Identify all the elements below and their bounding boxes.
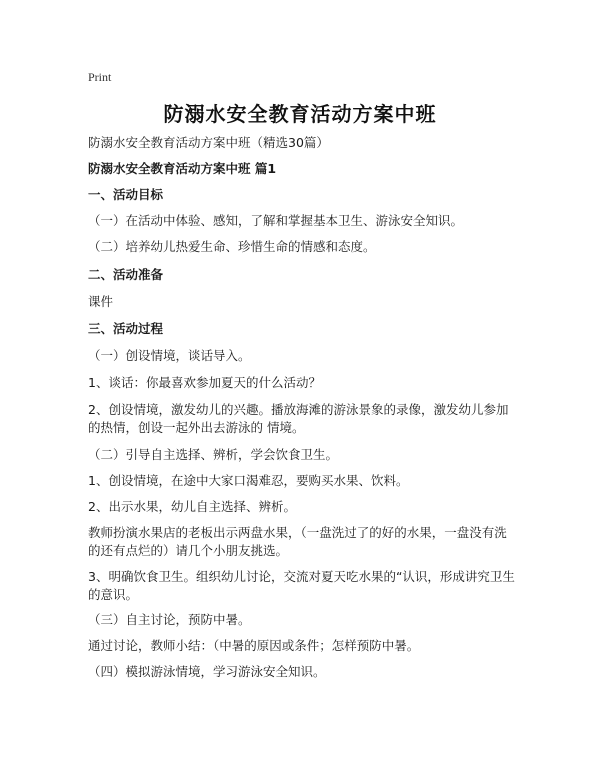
process-step-2: （二）引导自主选择、辨析，学会饮食卫生。 bbox=[88, 447, 339, 462]
print-label[interactable]: Print bbox=[88, 70, 112, 84]
process-step-1: （一）创设情境，谈话导入。 bbox=[88, 348, 251, 363]
process-step-3: （三）自主讨论，预防中暑。 bbox=[88, 612, 251, 627]
process-step-4: （四）模拟游泳情境，学习游泳安全知识。 bbox=[88, 664, 326, 679]
process-step-2-item-1: 1、创设情境，在途中大家口渴难忍，要购买水果、饮料。 bbox=[88, 473, 409, 488]
section-heading-preparation: 二、活动准备 bbox=[88, 267, 164, 282]
process-step-2-item-3: 3、明确饮食卫生。组织幼儿讨论，交流对夏天吃水果的“认识，形成讲究卫生的意识。 bbox=[88, 569, 515, 602]
subtitle: 防溺水安全教育活动方案中班（精选30篇） bbox=[88, 135, 329, 150]
process-step-1-item-1: 1、谈话：你最喜欢参加夏天的什么活动？ bbox=[88, 375, 321, 390]
process-step-2-paragraph: 教师扮演水果店的老板出示两盘水果，（一盘洗过了的好的水果，一盘没有洗的还有点烂的）请几个小朋友挑选。 bbox=[88, 525, 507, 558]
goal-item-1: （一）在活动中体验、感知，了解和掌握基本卫生、游泳安全知识。 bbox=[88, 213, 464, 228]
page-title: 防溺水安全教育活动方案中班 bbox=[163, 102, 437, 126]
section-heading-goals: 一、活动目标 bbox=[88, 187, 164, 202]
process-step-3-paragraph: 通过讨论，教师小结：（中暑的原因或条件；怎样预防中暑。 bbox=[88, 638, 420, 653]
preparation-text: 课件 bbox=[88, 294, 114, 309]
process-step-2-item-2: 2、出示水果，幼儿自主选择、辨析。 bbox=[88, 499, 296, 514]
chapter-heading: 防溺水安全教育活动方案中班 篇1 bbox=[88, 161, 277, 176]
section-heading-process: 三、活动过程 bbox=[88, 321, 164, 336]
process-step-1-item-2: 2、创设情境，激发幼儿的兴趣。播放海滩的游泳景象的录像，激发幼儿参加的热情，创设一起外出去游泳的 情境。 bbox=[88, 402, 509, 435]
goal-item-2: （二）培养幼儿热爱生命、珍惜生命的情感和态度。 bbox=[88, 239, 376, 254]
